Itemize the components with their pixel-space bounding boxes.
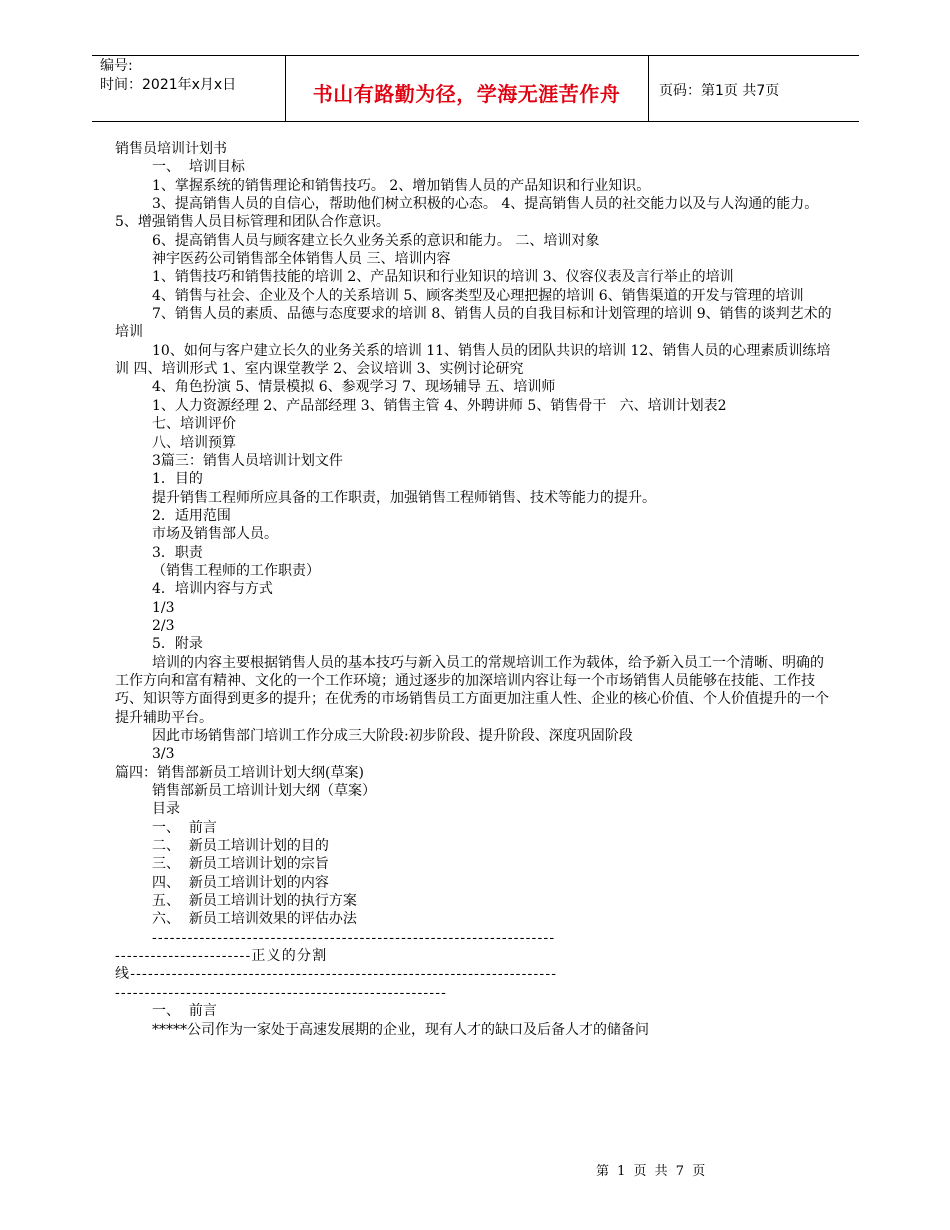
document-line: 市场及销售部人员。	[152, 526, 278, 543]
document-line: 四、 新员工培训计划的内容	[152, 874, 329, 891]
document-line: （销售工程师的工作职责）	[152, 562, 320, 579]
document-line: 1/3	[152, 599, 175, 616]
document-line: 4、角色扮演 5、情景模拟 6、参观学习 7、现场辅导 五、培训师	[152, 379, 556, 396]
document-line: 3篇三：销售人员培训计划文件	[152, 452, 343, 469]
document-line: 三、 新员工培训计划的宗旨	[152, 856, 329, 873]
document-line: 4、销售与社会、企业及个人的关系培训 5、顾客类型及心理把握的培训 6、销售渠道的开发与管理的培训	[152, 287, 804, 304]
document-line: 3/3	[152, 746, 175, 763]
document-line: -----------------------正义的分割	[115, 948, 328, 965]
header-bottom-rule	[92, 121, 859, 122]
document-line: 八、培训预算	[152, 434, 236, 451]
document-line: 2．适用范围	[152, 507, 231, 524]
doc-number-label: 编号:	[100, 58, 133, 74]
document-line: 六、 新员工培训效果的评估办法	[152, 911, 357, 928]
header-motto: 书山有路勤为径，学海无涯苦作舟	[312, 82, 621, 106]
document-line: 1、人力资源经理 2、产品部经理 3、销售主管 4、外聘讲师 5、销售骨干 六、培训计划表2	[152, 397, 727, 414]
document-line: 二、 新员工培训计划的目的	[152, 838, 329, 855]
document-line: 销售员培训计划书	[115, 141, 227, 157]
header-meta	[100, 57, 236, 95]
document-line: 一、 培训目标	[152, 159, 245, 176]
document-line: 3、提高销售人员的自信心，帮助他们树立积极的心态。 4、提高销售人员的社交能力以及与人沟通的能力。 5、增强销售人员目标管理和团队合作意识。	[115, 196, 823, 231]
doc-time-label: 时间：2021年x月x日	[100, 77, 237, 93]
document-line: 培训的内容主要根据销售人员的基本技巧与新入员工的常规培训工作为载体，给予新入员工一个清晰、明确的工作方向和富有精神、文化的一个工作环境；通过逐步的加深培训内容让每一个市场销售人员能够在技能、工作技巧、知识等方面得到更多的提升；在优秀的市场销售员工方面更加注重人性、企业的核心价值、个人价值提升的一个提升辅助平台。	[115, 654, 829, 726]
document-line: 2/3	[152, 617, 175, 634]
document-line: --------------------------------------------------------------------	[152, 929, 556, 946]
document-line: 4．培训内容与方式	[152, 581, 273, 598]
document-line: 神宇医药公司销售部全体销售人员 三、培训内容	[152, 251, 451, 268]
document-body	[115, 140, 835, 1039]
document-line: 一、 前言	[152, 1003, 217, 1020]
document-line: 五、 新员工培训计划的执行方案	[152, 893, 357, 910]
document-line: 1、掌握系统的销售理论和销售技巧。 2、增加销售人员的产品知识和行业知识。	[152, 177, 651, 194]
document-line: 3．职责	[152, 544, 203, 561]
document-line: 6、提高销售人员与顾客建立长久业务关系的意识和能力。 二、培训对象	[152, 232, 600, 249]
document-line: 目录	[152, 801, 180, 818]
document-line: 10、如何与客户建立长久的业务关系的培训 11、销售人员的团队共识的培训 12、销售人员的心理素质训练培训 四、培训形式 1、室内课堂教学 2、会议培训 3、实例讨论研究	[115, 342, 831, 378]
document-line: 销售部新员工培训计划大纲（草案）	[152, 783, 376, 800]
document-line: 7、销售人员的素质、品德与态度要求的培训 8、销售人员的自我目标和计划管理的培训 9、销售的谈判艺术的培训	[115, 306, 832, 341]
document-line: 因此市场销售部门培训工作分成三大阶段:初步阶段、提升阶段、深度巩固阶段	[152, 728, 633, 744]
document-line: 七、培训评价	[152, 416, 236, 433]
header-top-rule	[92, 55, 859, 56]
document-line: 线------------------------------------------------------------------------	[115, 966, 558, 983]
document-line: 5．附录	[152, 636, 203, 653]
document-line: 一、 前言	[152, 819, 217, 836]
header-divider-right	[648, 55, 649, 121]
document-line: 1．目的	[152, 471, 203, 488]
header-page-info: 页码：第1页 共7页	[659, 83, 780, 99]
page-footer: 第 1 页 共 7 页	[596, 1164, 708, 1179]
document-line: 提升销售工程师所应具备的工作职责，加强销售工程师销售、技术等能力的提升。	[152, 489, 656, 506]
document-line: 篇四：销售部新员工培训计划大纲(草案)	[115, 764, 364, 781]
document-line: --------------------------------------------------------	[115, 984, 448, 1001]
document-line: 1、销售技巧和销售技能的培训 2、产品知识和行业知识的培训 3、仪容仪表及言行举止的培训	[152, 269, 734, 286]
document-line: *****公司作为一家处于高速发展期的企业，现有人才的缺口及后备人才的储备问	[152, 1021, 649, 1038]
